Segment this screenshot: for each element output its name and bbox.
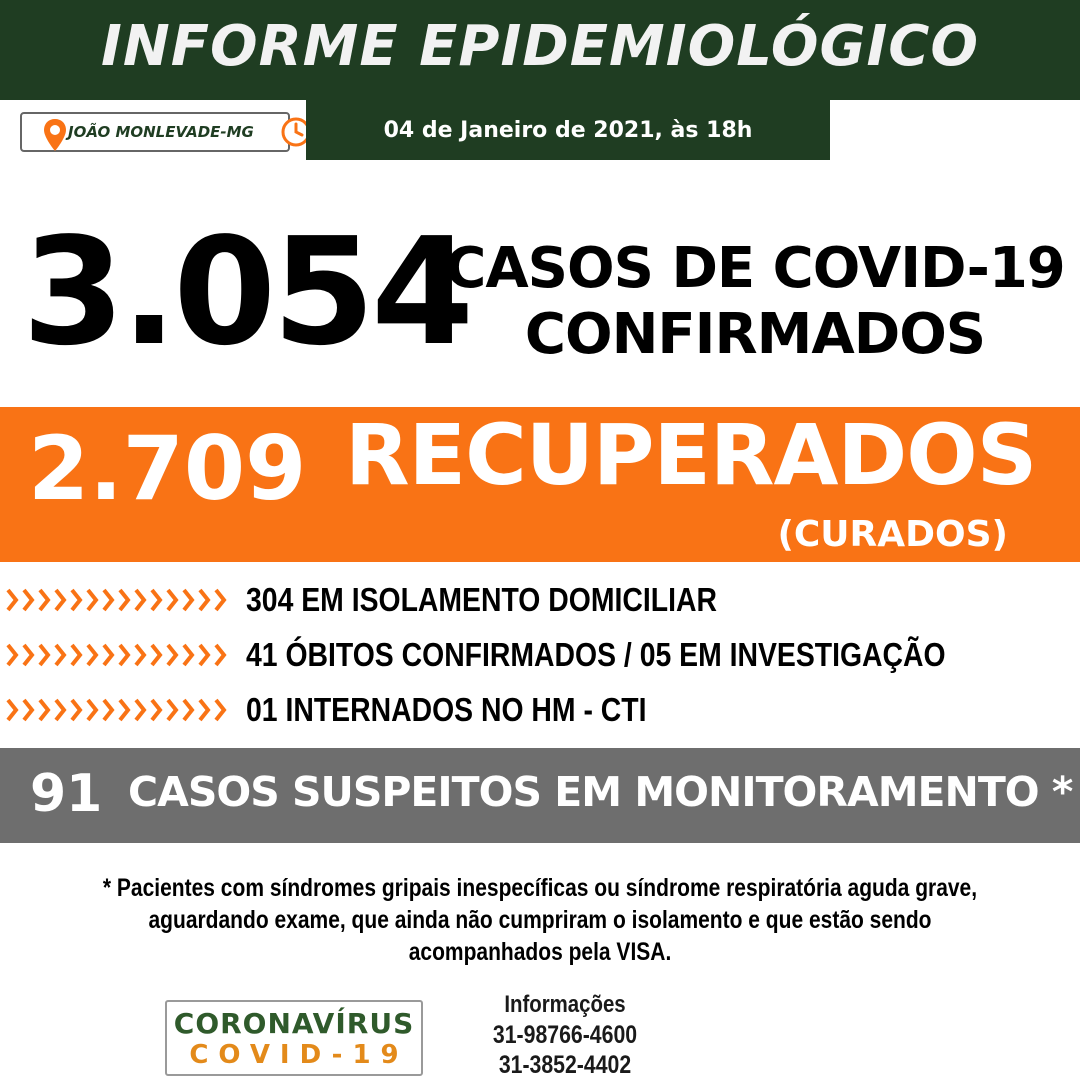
footnote-line: acompanhados pela VISA. bbox=[408, 938, 672, 966]
confirmed-label-line1: CASOS DE COVID-19 bbox=[445, 236, 1065, 301]
contact-title: Informações bbox=[504, 991, 626, 1018]
status-text: 41 ÓBITOS CONFIRMADOS / 05 EM INVESTIGAÇÃO bbox=[246, 636, 946, 673]
recovered-count: 2.709 bbox=[28, 417, 307, 520]
location-badge bbox=[20, 112, 290, 152]
status-row-isolation bbox=[0, 578, 1080, 622]
footnote bbox=[0, 872, 1080, 968]
suspected-band bbox=[0, 748, 1080, 843]
recovered-sublabel: (CURADOS) bbox=[777, 514, 1008, 555]
coronavirus-logo bbox=[165, 1000, 423, 1076]
status-row-hospitalized bbox=[0, 688, 1080, 732]
confirmed-label-line2: CONFIRMADOS bbox=[524, 302, 986, 367]
location-label: JOÃO MONLEVADE-MG bbox=[68, 123, 254, 141]
confirmed-label bbox=[430, 236, 1080, 368]
confirmed-count: 3.054 bbox=[22, 206, 471, 378]
report-date: 04 de Janeiro de 2021, às 18h bbox=[306, 100, 830, 160]
contact-phone: 31-3852-4402 bbox=[498, 1051, 632, 1079]
status-text: 304 EM ISOLAMENTO DOMICILIAR bbox=[246, 581, 717, 618]
location-pin-icon bbox=[42, 118, 68, 152]
contact-info bbox=[470, 990, 660, 1080]
header-band bbox=[0, 0, 1080, 100]
logo-title: CORONAVÍRUS bbox=[173, 1007, 415, 1040]
recovered-label: RECUPERADOS bbox=[345, 406, 1037, 504]
status-row-deaths bbox=[0, 633, 1080, 677]
status-text: 01 INTERNADOS NO HM - CTI bbox=[246, 691, 647, 728]
footnote-line: aguardando exame, que ainda não cumpriram o isolamento e que estão sendo bbox=[148, 906, 932, 934]
arrow-chevrons-icon bbox=[4, 578, 234, 622]
arrow-chevrons-icon bbox=[4, 688, 234, 732]
contact-phone: 31-98766-4600 bbox=[492, 1021, 638, 1049]
suspected-count: 91 bbox=[30, 764, 103, 824]
page-title: INFORME EPIDEMIOLÓGICO bbox=[101, 14, 979, 79]
arrow-chevrons-icon bbox=[4, 633, 234, 677]
footnote-line: * Pacientes com síndromes gripais inespecíficas ou síndrome respiratória aguda grave, bbox=[102, 874, 978, 902]
suspected-label: CASOS SUSPEITOS EM MONITORAMENTO * bbox=[128, 768, 1073, 816]
logo-subtitle: COVID-19 bbox=[189, 1040, 409, 1070]
recovered-band bbox=[0, 407, 1080, 562]
